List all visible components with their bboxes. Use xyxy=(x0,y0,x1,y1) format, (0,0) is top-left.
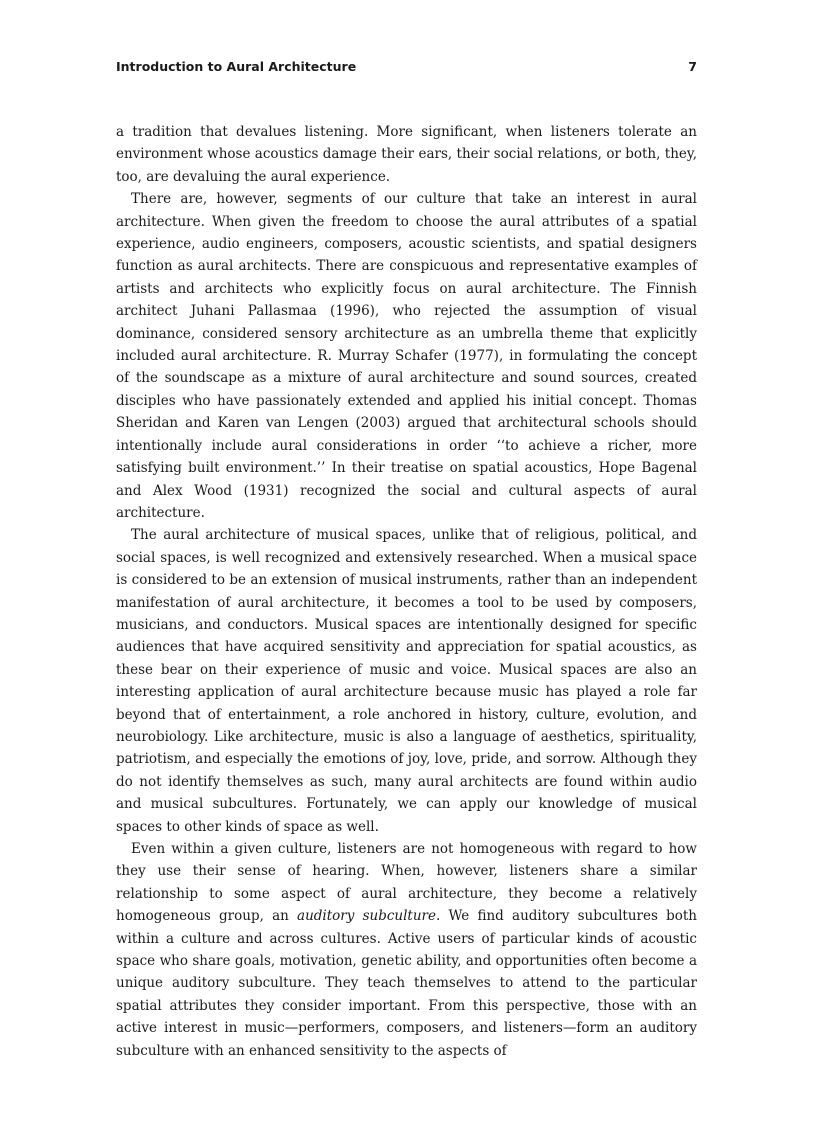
paragraph-3: The aural architecture of musical spaces, unlike that of religious, political, and social spaces, is well recognized and extensively researched. When a musical space is considered to be an extension of musical instruments, rather than an independent manifestation of aural architecture, it becomes a tool to be used by composers, musicians, and conductors. Musical spaces are intentionally designed for specific audiences that have acquired sensitivity and appreciation for spatial acoustics, as these bear on their experience of music and voice. Musical spaces are also an interesting application of aural architecture because music has played a role far beyond that of entertainment, a role anchored in history, culture, evolution, and neurobiology. Like architecture, music is also a language of aesthetics, spirituality, patriotism, and especially the emotions of joy, love, pride, and sorrow. Although they do not identify themselves as such, many aural architects are found within audio and musical subcultures. Fortunately, we can apply our knowledge of musical spaces to other kinds of space as well. xyxy=(116,527,697,835)
running-header xyxy=(116,59,697,77)
paragraph-2: There are, however, segments of our culture that take an interest in aural architecture. When given the freedom to choose the aural attributes of a spatial experience, audio engineers, composers, acoustic scientists, and spatial designers function as aural architects. There are conspicuous and representative examples of artists and architects who explicitly focus on aural architecture. The Finnish architect Juhani Pallasmaa (1996), who rejected the assumption of visual dominance, considered sensory architecture as an umbrella theme that explicitly included aural architecture. R. Murray Schafer (1977), in formulating the concept of the soundscape as a mixture of aural architecture and sound sources, created disciples who have passionately extended and applied his initial concept. Thomas Sheridan and Karen van Lengen (2003) argued that architectural schools should intentionally include aural considerations in order ‘‘to achieve a richer, more satisfying built environment.’’ In their treatise on spatial acoustics, Hope Bagenal and Alex Wood (1931) recognized the social and cultural aspects of aural architecture. xyxy=(116,191,697,521)
paragraph-4 xyxy=(116,838,697,1062)
page-number: 7 xyxy=(688,59,697,74)
paragraph-4-text-after: . We find auditory subcultures both within a culture and across cultures. Active users of particular kinds of acoustic space who share goals, motivation, genetic ability, and opportunities often become a unique auditory subculture. They teach themselves to attend to the particular spatial attributes they consider important. From this perspective, those with an active interest in music—performers, composers, and listeners—form an auditory subculture with an enhanced sensitivity to the aspects of xyxy=(116,908,697,1059)
running-title: Introduction to Aural Architecture xyxy=(116,59,357,74)
auditory-subculture-term: auditory subculture xyxy=(297,908,436,925)
paragraph-4-text-before: Even within a given culture, listeners are not homogeneous with regard to how they use their sense of hearing. When, however, listeners share a similar relationship to some aspect of aural architecture, they become a relatively homogeneous group, an xyxy=(116,841,697,925)
body-text xyxy=(116,121,697,1062)
paragraph-1: a tradition that devalues listening. More significant, when listeners tolerate an environment whose acoustics damage their ears, their social relations, or both, they, too, are devaluing the aural experience. xyxy=(116,124,697,185)
